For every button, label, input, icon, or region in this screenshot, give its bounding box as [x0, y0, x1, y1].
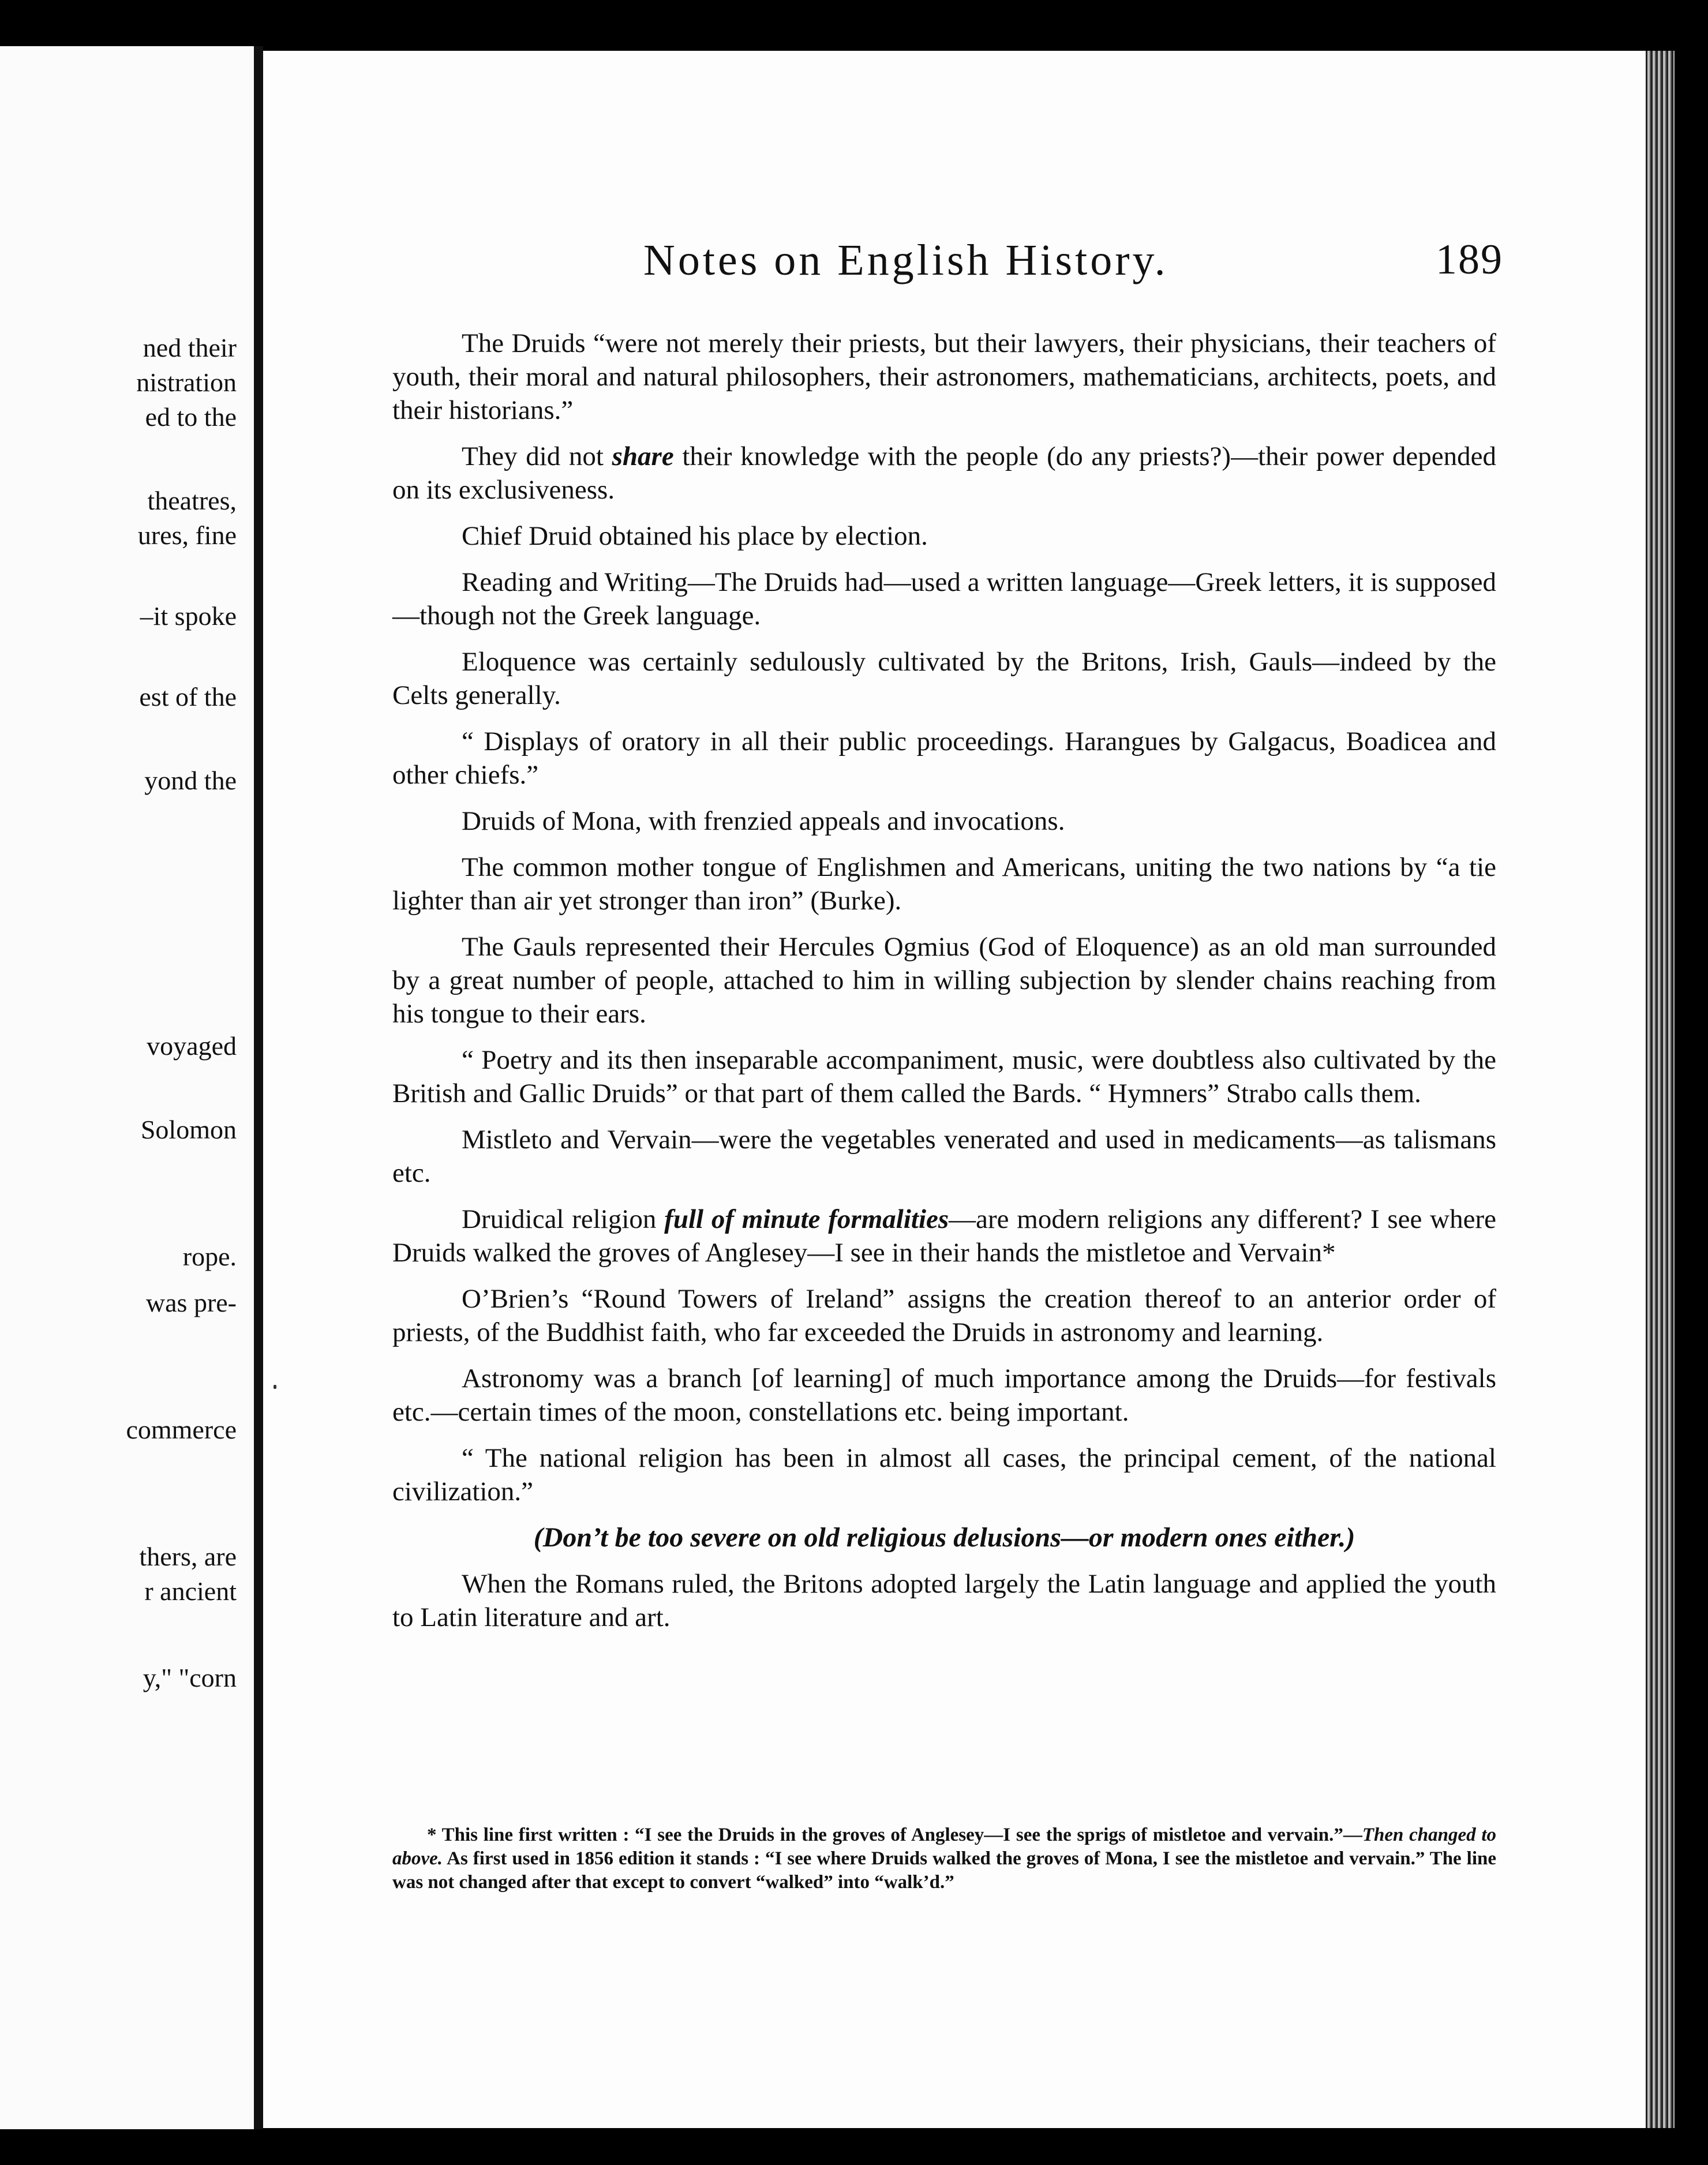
page-number: 189	[1436, 236, 1503, 283]
book-gutter	[254, 46, 263, 2129]
paragraph	[392, 440, 1496, 507]
emphasis-text: share	[612, 441, 674, 471]
footnote-italic-text: Then changed to above.	[392, 1825, 1496, 1869]
left-page-line: est of the	[139, 682, 237, 711]
paragraph-text: —are modern religions any different? I see where Druids walked the groves of Anglesey—I see in their hands the mistletoe and Vervain*	[392, 1204, 1496, 1268]
paragraph: “ Displays of oratory in all their public proceedings. Harangues by Galgacus, Boadicea and other chiefs.”	[392, 726, 1496, 790]
left-page-line: voyaged	[147, 1031, 237, 1061]
left-page-line: Solomon	[140, 1115, 237, 1144]
paragraph: The Druids “were not merely their priests, but their lawyers, their physicians, their teachers of youth, their moral and natural philosophers, their astronomers, mathematicians, architects, poets, and their historians.”	[392, 328, 1496, 425]
left-page-fragment	[0, 46, 254, 2129]
left-page-line: ned their	[143, 333, 237, 362]
aside-paragraph: (Don’t be too severe on old religious delusions—or modern ones either.)	[533, 1522, 1355, 1553]
left-page-line: thers, are	[139, 1542, 237, 1571]
paragraph: Chief Druid obtained his place by election.	[462, 521, 928, 551]
emphasis-text: full of minute formalities	[664, 1204, 949, 1234]
paragraph: Mistleto and Vervain—were the vegetables venerated and used in medicaments—as talismans etc.	[392, 1125, 1496, 1188]
paragraph: When the Romans ruled, the Britons adopted largely the Latin language and applied the youth to Latin literature and art.	[392, 1569, 1496, 1632]
paragraph: Astronomy was a branch [of learning] of much importance among the Druids—for festivals etc.—certain times of the moon, constellations etc. being important.	[392, 1364, 1496, 1427]
paragraph: The common mother tongue of Englishmen and Americans, uniting the two nations by “a tie lighter than air yet stronger than iron” (Burke).	[392, 852, 1496, 916]
footnote-text: * This line first written : “I see the Druids in the groves of Anglesey—I see the sprigs of mistletoe and vervain.”—	[427, 1825, 1362, 1845]
paragraph: “ Poetry and its then inseparable accompaniment, music, were doubtless also cultivated by the British and Gallic Druids” or that part of them called the Bards. “ Hymners” Strabo calls them.	[392, 1045, 1496, 1108]
paragraph-text: their knowledge with the people (do any priests?)—their power depended on its exclusiveness.	[392, 441, 1497, 505]
paragraph-text: They did not	[462, 441, 612, 471]
left-page-line: yond the	[144, 766, 237, 795]
footnote	[392, 1823, 1496, 1894]
paragraph: Druids of Mona, with frenzied appeals and invocations.	[462, 806, 1065, 836]
paragraph-text: Druidical religion	[462, 1204, 665, 1234]
left-page-line: ures, fine	[137, 520, 237, 550]
left-page-line: rope.	[182, 1242, 237, 1271]
paragraph: Reading and Writing—The Druids had—used a written language—Greek letters, it is supposed—though not the Greek language.	[392, 567, 1496, 631]
left-page-line: –it spoke	[140, 601, 237, 631]
left-page-line: nistration	[136, 368, 237, 397]
left-page-line: was pre-	[145, 1288, 237, 1317]
left-page-line: theatres,	[147, 486, 237, 515]
scan-speck	[274, 1385, 276, 1389]
paragraph	[392, 1203, 1496, 1269]
paragraph: “ The national religion has been in almost all cases, the principal cement, of the national civilization.”	[392, 1443, 1496, 1507]
left-page-line: ed to the	[145, 402, 237, 432]
left-page-line: commerce	[126, 1415, 237, 1444]
running-title: Notes on English History.	[643, 236, 1168, 284]
body-text	[392, 327, 1496, 1647]
left-page-line: r ancient	[144, 1576, 237, 1606]
page-edge-stack	[1646, 51, 1675, 2128]
left-page-line: y," "corn	[143, 1663, 237, 1692]
paragraph: The Gauls represented their Hercules Ogmius (God of Eloquence) as an old man surrounded by a great number of people, attached to him in willing subjection by slender chains reaching from his tongue to their ears.	[392, 932, 1496, 1029]
footnote-text: As first used in 1856 edition it stands : “I see where Druids walked the groves of Mona, I see the mistletoe and vervain.” The line was not changed after that except to convert “walked” into “walk’d.”	[392, 1848, 1496, 1893]
paragraph: O’Brien’s “Round Towers of Ireland” assigns the creation thereof to an anterior order of priests, of the Buddhist faith, who far exceeded the Druids in astronomy and learning.	[392, 1284, 1496, 1347]
paragraph: Eloquence was certainly sedulously cultivated by the Britons, Irish, Gauls—indeed by the Celts generally.	[392, 647, 1496, 710]
